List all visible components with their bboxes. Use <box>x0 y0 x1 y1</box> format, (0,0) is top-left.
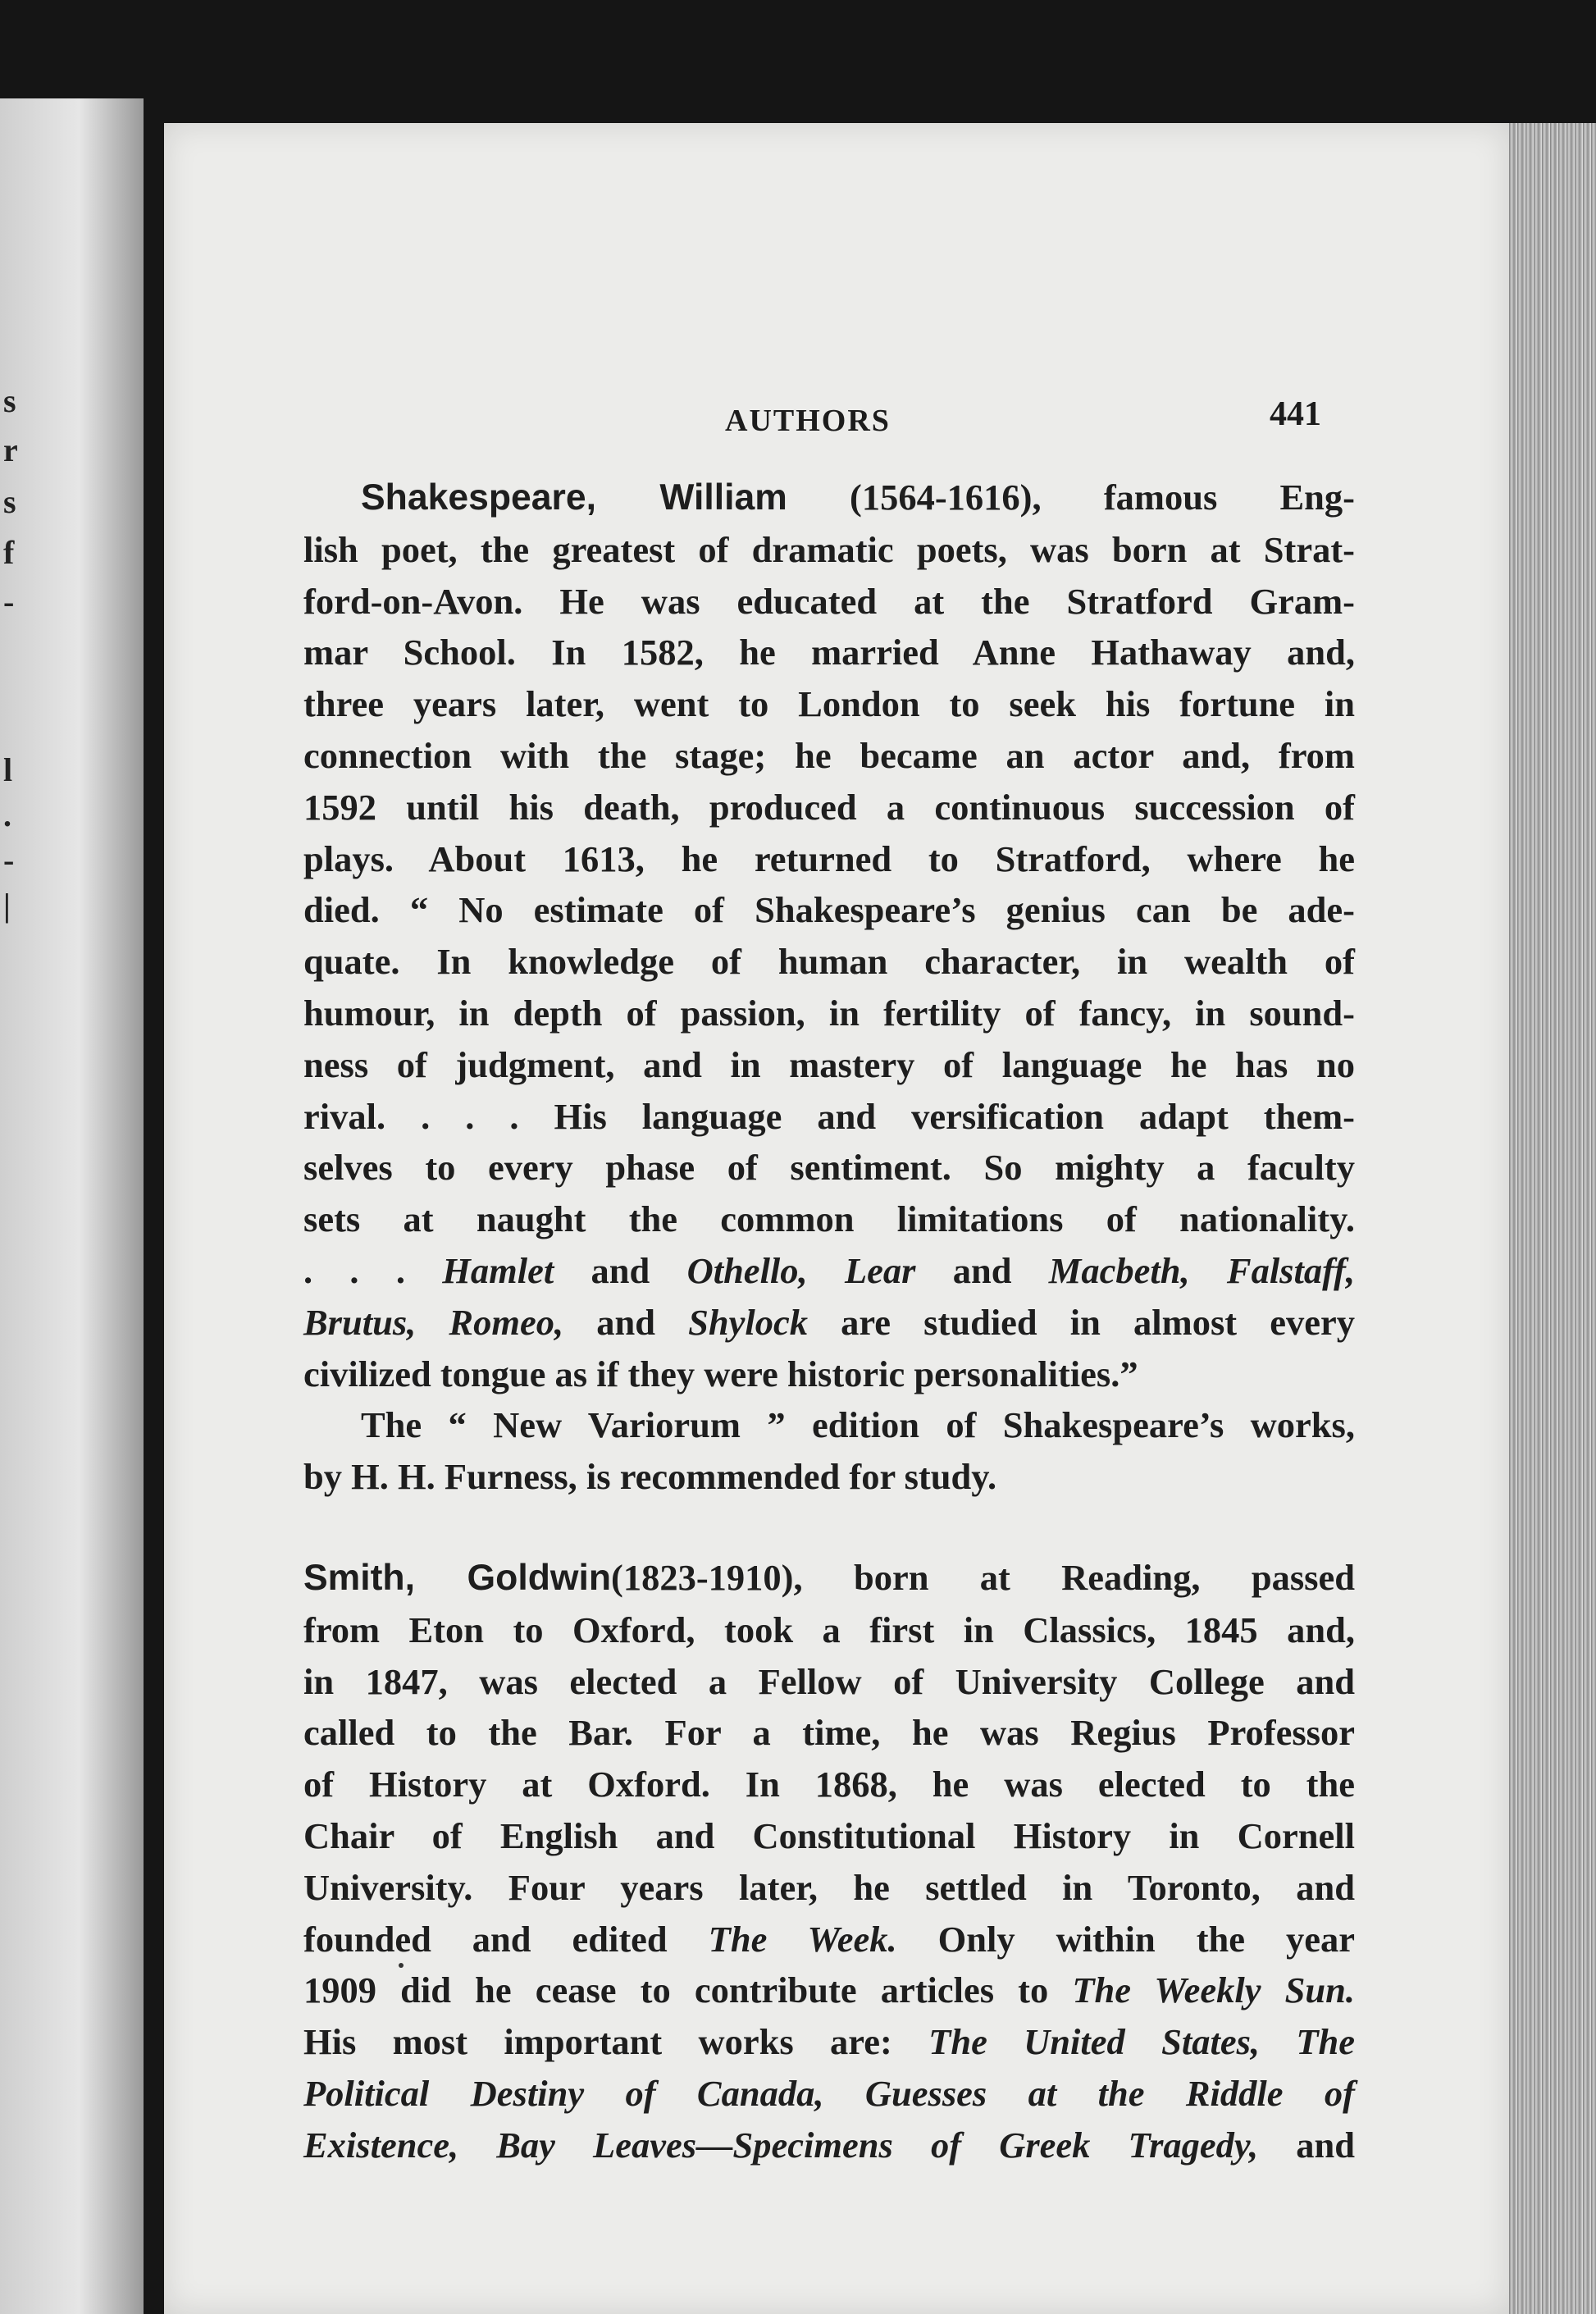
entry-line: of History at Oxford. In 1868, he was elected to the <box>303 1764 1355 1805</box>
entry-first-line <box>303 472 1355 524</box>
entry-line-italic-titles: Political Destiny of Canada, Guesses at the Riddle of <box>303 2072 1355 2114</box>
entry-note-line: The “ New Variorum ” edition of Shakespeare’s works, <box>361 1404 1355 1446</box>
entry-line: ness of judgment, and in mastery of language he has no <box>303 1043 1355 1085</box>
title-othello-lear: Othello, Lear <box>686 1249 916 1291</box>
left-page-fragment: l <box>3 751 13 788</box>
entry-text: are studied in almost every <box>841 1301 1355 1343</box>
entry-line: died. “ No estimate of Shakespeare’s genius can be ade- <box>303 889 1355 931</box>
left-page-fragment: f <box>3 534 15 571</box>
entry-line-italic-titles <box>303 1297 1355 1349</box>
left-page-fragment: - <box>3 583 15 620</box>
entry-line: called to the Bar. For a time, he was Regius Professor <box>303 1712 1355 1754</box>
left-page-fragment: s <box>3 382 16 419</box>
page-block-edge <box>1509 123 1596 2314</box>
book-page <box>164 123 1509 2314</box>
entry-note-line: by H. H. Furness, is recommended for study. <box>303 1456 997 1498</box>
running-head: AUTHORS <box>725 404 891 438</box>
entry-line: plays. About 1613, he returned to Stratford, where he <box>303 838 1355 879</box>
entry-line <box>303 1965 1355 2016</box>
entry-line: ford-on-Avon. He was educated at the Stratford Gram- <box>303 580 1355 622</box>
left-page-fragment: . <box>3 796 11 833</box>
entry-text: (1823-1910), born at Reading, passed <box>611 1556 1355 1598</box>
title-existence-bay-leaves: Existence, Bay Leaves—Specimens of Greek Tragedy, <box>303 2124 1259 2166</box>
left-page-fragment: s <box>3 483 16 520</box>
entry-line <box>303 2120 1355 2171</box>
entry-line: lish poet, the greatest of dramatic poets, was born at Strat- <box>303 528 1355 570</box>
entry-line: from Eton to Oxford, took a first in Classics, 1845 and, <box>303 1609 1355 1650</box>
scan-speck <box>399 1963 404 1968</box>
left-page-fragment: r <box>3 431 18 468</box>
entry-line: Chair of English and Constitutional History in Cornell <box>303 1814 1355 1856</box>
entry-line: 1592 until his death, produced a continuous succession of <box>303 786 1355 828</box>
entry-smith <box>303 1552 1355 2171</box>
entry-line: humour, in depth of passion, in fertility of fancy, in sound- <box>303 992 1355 1034</box>
entry-heading: Smith, Goldwin <box>303 1557 612 1598</box>
entry-text: 1909 did he cease to contribute articles to <box>303 1969 1049 2011</box>
entry-line <box>303 1914 1355 1965</box>
title-the-week: The Week. <box>708 1918 897 1960</box>
entry-text: His most important works are: <box>303 2021 892 2063</box>
entry-line: rival. . . . His language and versification adapt them- <box>303 1095 1355 1137</box>
left-page-fragment: - <box>3 842 15 879</box>
conjunction: and <box>596 1301 655 1343</box>
title-united-states: The United States, The <box>928 2021 1356 2063</box>
title-shylock: Shylock <box>688 1301 808 1343</box>
entry-text: and <box>1296 2124 1356 2166</box>
entry-text: founded and edited <box>303 1918 668 1960</box>
entry-line: connection with the stage; he became an actor and, from <box>303 734 1355 776</box>
conjunction: and <box>591 1249 650 1291</box>
entry-line: selves to every phase of sentiment. So mighty a faculty <box>303 1147 1355 1189</box>
left-page-fragment: | <box>3 887 11 924</box>
conjunction: and <box>952 1249 1012 1291</box>
title-brutus-romeo: Brutus, Romeo, <box>303 1301 564 1343</box>
entry-line: quate. In knowledge of human character, in wealth of <box>303 941 1355 983</box>
entry-separator <box>303 1503 1355 1552</box>
page-body <box>303 472 1355 2171</box>
entry-line: University. Four years later, he settled in Toronto, and <box>303 1866 1355 1908</box>
title-weekly-sun: The Weekly Sun. <box>1072 1969 1355 2011</box>
page-header <box>164 390 1509 439</box>
entry-shakespeare <box>303 472 1355 1503</box>
entry-first-line <box>303 1552 1355 1604</box>
entry-text: (1564-1616), famous Eng- <box>850 477 1355 518</box>
ellipsis: . . . <box>303 1249 405 1291</box>
entry-line-italic-titles <box>303 1245 1355 1297</box>
entry-heading: Shakespeare, William <box>361 477 787 518</box>
entry-line: in 1847, was elected a Fellow of University College and <box>303 1660 1355 1702</box>
entry-line: civilized tongue as if they were historic personalities.” <box>303 1353 1138 1394</box>
entry-line: sets at naught the common limitations of nationality. <box>303 1198 1355 1240</box>
left-page-edge <box>0 98 144 2314</box>
title-hamlet: Hamlet <box>442 1249 554 1291</box>
page-number: 441 <box>1270 395 1321 433</box>
title-macbeth-falstaff: Macbeth, Falstaff, <box>1048 1249 1356 1291</box>
entry-line: three years later, went to London to seek his fortune in <box>303 683 1355 725</box>
entry-text: Only within the year <box>937 1918 1356 1960</box>
entry-line: mar School. In 1582, he married Anne Hathaway and, <box>303 632 1355 673</box>
entry-line <box>303 2016 1355 2068</box>
